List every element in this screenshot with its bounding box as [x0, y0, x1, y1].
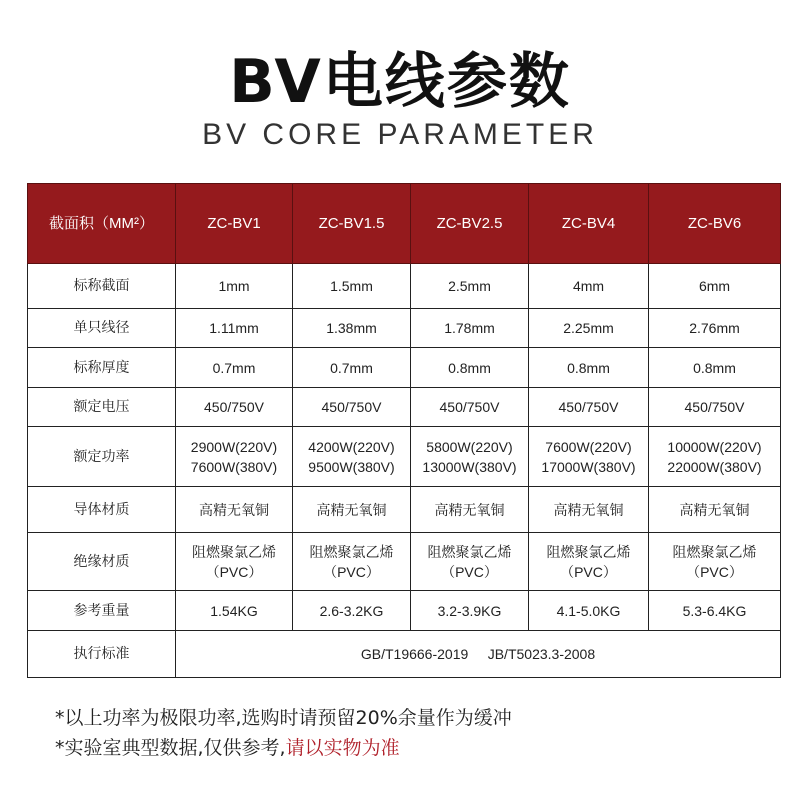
table-cell: 1mm: [176, 264, 293, 309]
table-cell: 高精无氧铜: [411, 487, 529, 533]
table-cell: 1.5mm: [293, 264, 411, 309]
note-disclaimer-text: *实验室典型数据,仅供参考,: [55, 737, 286, 759]
cell-line: （PVC）: [560, 563, 617, 580]
cell-line: 9500W(380V): [308, 458, 395, 475]
table-cell: 6mm: [649, 264, 781, 309]
table-cell: 3.2-3.9KG: [411, 591, 529, 631]
table-cell: 450/750V: [293, 388, 411, 427]
cell-line: 阻燃聚氯乙烯: [192, 543, 276, 560]
table-cell: 0.8mm: [649, 348, 781, 388]
cell-line: 22000W(380V): [667, 458, 762, 475]
header-label: 截面积（MM²）: [28, 184, 176, 264]
cell-line: 2900W(220V): [190, 438, 278, 455]
table-cell: 高精无氧铜: [529, 487, 649, 533]
cell-line: 阻燃聚氯乙烯: [427, 543, 512, 560]
header-model: ZC-BV1.5: [293, 184, 411, 264]
table-cell: 1.78mm: [411, 309, 529, 348]
row-label: 参考重量: [28, 591, 176, 631]
row-label: 额定电压: [28, 388, 176, 427]
table-cell: 450/750V: [176, 388, 293, 427]
table-cell: 2.5mm: [411, 264, 529, 309]
standard-cell: GB/T19666-2019 JB/T5023.3-2008: [176, 631, 781, 678]
parameter-table: [27, 183, 781, 678]
table-row: [28, 388, 781, 427]
table-cell: 1.54KG: [176, 591, 293, 631]
cell-line: （PVC）: [686, 563, 743, 580]
row-label: 导体材质: [28, 487, 176, 533]
table-cell: 450/750V: [411, 388, 529, 427]
table-cell: [411, 533, 529, 591]
table-cell: 高精无氧铜: [293, 487, 411, 533]
table-cell: [411, 427, 529, 487]
table-cell: [649, 533, 781, 591]
row-label: 绝缘材质: [28, 533, 176, 591]
page-subtitle: BV CORE PARAMETER: [202, 118, 598, 151]
table-cell: [176, 427, 293, 487]
header-model: ZC-BV2.5: [411, 184, 529, 264]
cell-line: 阻燃聚氯乙烯: [309, 543, 394, 560]
row-label: 标称截面: [28, 264, 176, 309]
table-row: [28, 427, 781, 487]
table-cell: 高精无氧铜: [649, 487, 781, 533]
table-cell: 0.8mm: [411, 348, 529, 388]
table-cell: [529, 427, 649, 487]
table-cell: [176, 533, 293, 591]
note-disclaimer: [55, 736, 400, 760]
table-cell: 2.76mm: [649, 309, 781, 348]
cell-line: 17000W(380V): [541, 458, 636, 475]
table-cell: 5.3-6.4KG: [649, 591, 781, 631]
cell-line: （PVC）: [323, 563, 380, 580]
table-cell: 1.38mm: [293, 309, 411, 348]
cell-line: 5800W(220V): [426, 438, 513, 455]
cell-line: 7600W(220V): [545, 438, 632, 455]
table-cell: 450/750V: [529, 388, 649, 427]
table-row: [28, 591, 781, 631]
cell-line: 阻燃聚氯乙烯: [672, 543, 757, 560]
cell-line: 10000W(220V): [667, 438, 762, 455]
cell-line: （PVC）: [205, 563, 263, 580]
table-row: [28, 264, 781, 309]
row-label: 额定功率: [28, 427, 176, 487]
cell-line: 4200W(220V): [308, 438, 395, 455]
table-cell: [529, 533, 649, 591]
header-model: ZC-BV1: [176, 184, 293, 264]
table-cell: 0.8mm: [529, 348, 649, 388]
row-label: 执行标准: [28, 631, 176, 678]
row-label: 标称厚度: [28, 348, 176, 388]
note-power: *以上功率为极限功率,选购时请预留20%余量作为缓冲: [55, 707, 512, 729]
table-header-row: [28, 184, 781, 264]
table-cell: [649, 427, 781, 487]
table-cell: 4.1-5.0KG: [529, 591, 649, 631]
table-row: [28, 533, 781, 591]
table-cell: 1.11mm: [176, 309, 293, 348]
page-title: BV电线参数: [229, 47, 571, 117]
table-cell: 4mm: [529, 264, 649, 309]
table-cell: 2.25mm: [529, 309, 649, 348]
table-cell: 0.7mm: [176, 348, 293, 388]
table-cell: 2.6-3.2KG: [293, 591, 411, 631]
note-highlight: 请以实物为准: [285, 737, 400, 759]
cell-line: 阻燃聚氯乙烯: [546, 543, 631, 560]
cell-line: 13000W(380V): [422, 458, 517, 475]
header-model: ZC-BV4: [529, 184, 649, 264]
table-row: [28, 487, 781, 533]
table-cell: [293, 427, 411, 487]
table-cell: 高精无氧铜: [176, 487, 293, 533]
table-row: [28, 309, 781, 348]
table-cell: 450/750V: [649, 388, 781, 427]
table-cell: [293, 533, 411, 591]
table-cell: 0.7mm: [293, 348, 411, 388]
cell-line: （PVC）: [441, 563, 498, 580]
table-row: [28, 348, 781, 388]
cell-line: 7600W(380V): [190, 458, 278, 475]
header-model: ZC-BV6: [649, 184, 781, 264]
row-label: 单只线径: [28, 309, 176, 348]
table-row: [28, 631, 781, 678]
